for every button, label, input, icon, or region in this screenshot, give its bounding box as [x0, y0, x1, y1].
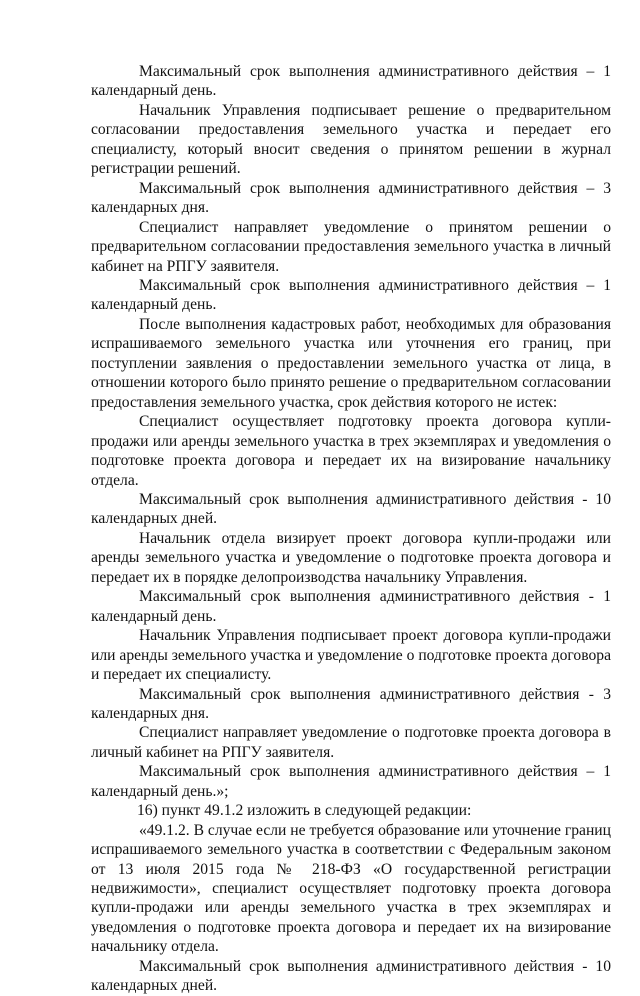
paragraph-deadline-4: Максимальный срок выполнения административного действия - 10 календарных дней. — [91, 490, 611, 528]
paragraph-specialist-sends-notice: Специалист направляет уведомление о принятом решении о предварительном согласовании предоставления земельного участка в личный кабинет на РПГУ заявителя. — [91, 218, 611, 275]
paragraph-specialist-prepares-contract: Специалист осуществляет подготовку проекта договора купли-продажи или аренды земельного участка в трех экземплярах и уведомления о подготовке проекта договора и передает их на визирование начальнику отдела. — [91, 413, 611, 489]
paragraph-item-16: 16) пункт 49.1.2 изложить в следующей редакции: — [137, 802, 472, 820]
paragraph-after-cadastral-works: После выполнения кадастровых работ, необходимых для образования испрашиваемого земельного участка или уточнения его границ, при поступлении заявления о предоставлении земельного участка от лица, в отношении которого было принято решение о предварительном согласовании предоставления земельного участка, срок действия которого не истек: — [91, 315, 611, 411]
paragraph-clause-49-1-2: «49.1.2. В случае если не требуется образование или уточнение границ испрашиваемого земельного участка в соответствии с Федеральным законом от 13 июля 2015 года № 218-ФЗ «О государственной регистрации недвижимости», специалист осуществляет подготовку проекта договора купли-продажи или аренды земельного участка в трех экземплярах и уведомления о подготовке проекта договора и передает их на визирование начальнику отдела. — [91, 821, 611, 956]
paragraph-deadline-1: Максимальный срок выполнения административного действия – 1 календарный день. — [91, 63, 611, 100]
paragraph-deadline-5: Максимальный срок выполнения административного действия - 1 календарный день. — [91, 588, 611, 625]
paragraph-head-signs-contract: Начальник Управления подписывает проект договора купли-продажи или аренды земельного участка и уведомление о подготовке проекта договора и передает их специалисту. — [91, 627, 611, 684]
paragraph-deadline-7: Максимальный срок выполнения административного действия – 1 календарный день.»; — [91, 763, 611, 800]
paragraph-head-signs-decision: Начальник Управления подписывает решение о предварительном согласовании предоставления земельного участка и передает его специалисту, который вносит сведения о принятом решении в журнал регистрации решений. — [91, 101, 611, 178]
paragraph-deadline-3: Максимальный срок выполнения административного действия – 1 календарный день. — [91, 276, 611, 314]
paragraph-deadline-6: Максимальный срок выполнения административного действия - 3 календарных дня. — [91, 685, 611, 722]
paragraph-specialist-sends-contract-notice: Специалист направляет уведомление о подготовке проекта договора в личный кабинет на РПГУ заявителя. — [91, 724, 611, 761]
paragraph-deadline-8: Максимальный срок выполнения административного действия - 10 календарных дней. — [91, 957, 611, 995]
paragraph-deadline-2: Максимальный срок выполнения административного действия – 3 календарных дня. — [91, 179, 611, 217]
paragraph-department-head-endorses: Начальник отдела визирует проект договора купли-продажи или аренды земельного участка и уведомление о подготовке проекта договора и передает их в порядке делопроизводства начальнику Управления. — [91, 529, 611, 586]
document-page — [91, 62, 611, 996]
